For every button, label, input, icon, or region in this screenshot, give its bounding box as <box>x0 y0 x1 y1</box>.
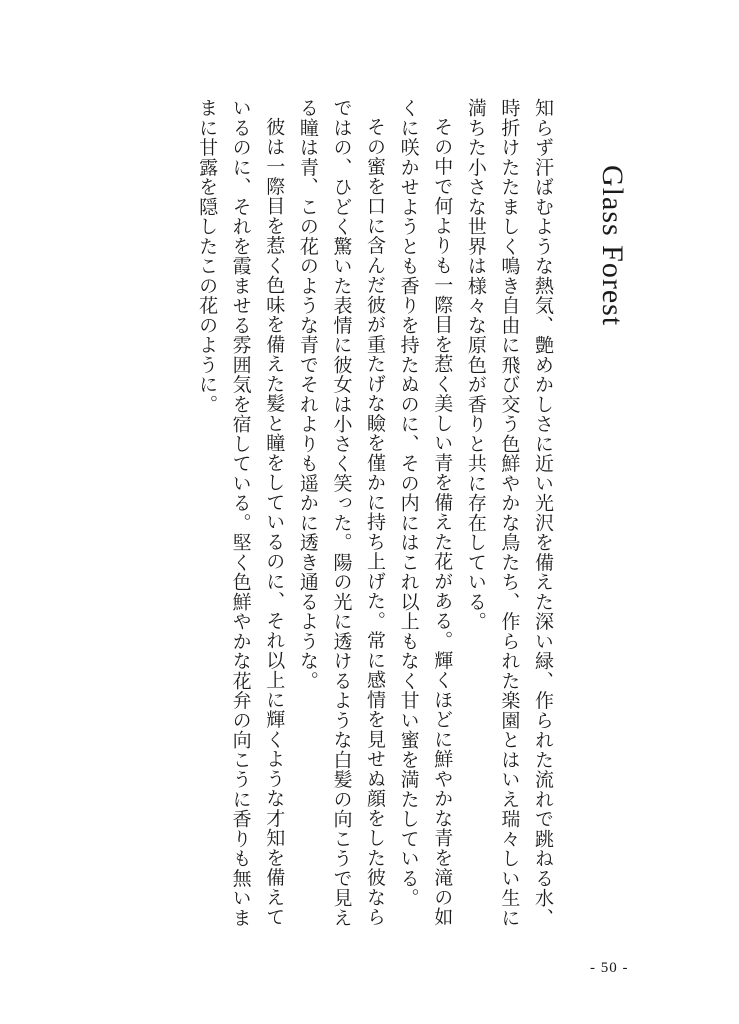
page-number: - 50 - <box>590 960 629 976</box>
paragraph: 知らず汗ばむような熱気、艶めかしさに近い光沢を備えた深い緑、作られた流れで跳ねる水、時折けたたましく鳴き自由に飛び交う色鮮やかな鳥たち、作られた楽園とはいえ瑞々しい生に満ちた小さな世界は様々な原色が香りと共に存在している。 <box>464 98 554 928</box>
body-text <box>189 98 559 938</box>
paragraph: その蜜を口に含んだ彼が重たげな瞼を僅かに持ち上げた。常に感情を見せぬ顔をした彼ならではの、ひどく驚いた表情に彼女は小さく笑った。陽の光に透けるような白髪の向こうで見える瞳は青、この花のような青でそれよりも遥かに透き通るような。 <box>296 98 387 928</box>
paragraph: その中で何よりも一際目を惹く美しい青を備えた花がある。輝くほどに鮮やかな青を滝の如くに咲かせようとも香りを持たぬのに、その内にはこれ以上もなく甘い蜜を満たしている。 <box>397 98 454 927</box>
paragraph: 彼は一際目を惹く色味を備えた髪と瞳をしているのに、それ以上に輝くような才知を備えているのに、それを霞ませる雰囲気を宿している。堅く色鮮やかな花弁の向こうに香りも無いままに甘露を隠したこの花のように。 <box>196 98 286 928</box>
chapter-title: Glass Forest <box>596 165 629 327</box>
